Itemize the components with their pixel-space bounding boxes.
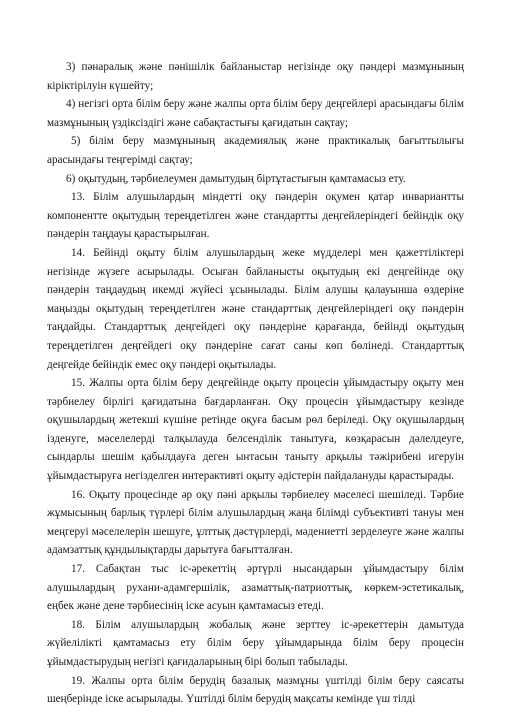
paragraph-16: 16. Оқыту процесінде әр оқу пәні арқылы тәрбиелеу мәселесі шешіледі. Тәрбие жұмысының барлық түрлері білім алушылардың жаңа білімді субъективті тануы мен меңгеруі мәселелерін шешуге, ұлттық дәстүрлерді, мәдениетті зерделеуге және жалпы адамзаттық құндылықтарды дарытуға бағытталған. <box>47 488 464 557</box>
paragraph-14: 14. Бейінді оқыту білім алушылардың жеке мүдделері мен қажеттіліктері негізінде жүзеге асырылады. Осыған байланысты оқытудың екі деңгейінде оқу пәндерін таңдаудың икемді жүйесі ұсынылады. Білім алушы қалауынша өздеріне маңызды оқытудың тереңдетілген және стандарттық деңгейлеріндегі оқу пәндерін таңдайды. Стандарттық деңгейдегі оқу пәндеріне қарағанда, бейінді оқытудың тереңдетілген деңгейдегі оқу пәндеріне сағат саны көп бөлінеді. Стандарттық деңгейде бейіндік емес оқу пәндері оқытылады. <box>47 246 464 371</box>
paragraph-17: 17. Сабақтан тыс іс-әрекеттің әртүрлі нысандарын ұйымдастыру білім алушылардың рухани-адамгершілік, азаматтық-патриоттық, көркем-эстетикалық, еңбек және дене тәрбиесінің іске асуын қамтамасыз етеді. <box>47 563 464 613</box>
paragraph-13: 13. Білім алушылардың міндетті оқу пәндерін оқумен қатар инвариантты компонентте оқытудың тереңдетілген және стандартты деңгейлеріндегі бейіндік оқу пәндерін таңдауы қарастырылған. <box>47 191 464 241</box>
paragraph-19: 19. Жалпы орта білім берудің базалық мазмұны үштілді білім беру саясаты шеңберінде іске асырылады. Үштілді білім берудің мақсаты кемінде үш тілді <box>47 674 464 706</box>
paragraph-18: 18. Білім алушылардың жобалық және зерттеу іс-әрекеттерін дамытуда жүйелілікті қамтамасыз ету білім беру ұйымдарында білім беру процесін ұйымдастырудың негізгі қағидаларының бірі болып табылады. <box>47 618 464 668</box>
paragraph-15: 15. Жалпы орта білім беру деңгейінде оқыту процесін ұйымдастыру оқыту мен тәрбиелеу бірлігі қағидатына бағдарланған. Оқу процесін ұйымдастыру кезінде оқушылардың жетекші күшіне ретінде оқуға басым рөл беріледі. Оқу оқушылардың ізденуге, мәселелерді талқылауда белсенділік танытуға, көзқарасын дәлелдеуге, сындарлы шешім қабылдауға деген ынтасын таныту арқылы тәжірибені игеруін ұйымдастыруға негізделген интерактивті оқыту әдістерін пайдалануды қарастырады. <box>47 377 464 483</box>
paragraph-item-4: 4) негізгі орта білім беру және жалпы орта білім беру деңгейлері арасындағы білім мазмұнының үздіксіздігі және сабақтастығы қағидатын сақтау; <box>47 98 464 129</box>
paragraph-item-5: 5) білім беру мазмұнының академиялық және практикалық бағыттылығы арасындағы теңгерімді сақтау; <box>47 135 464 166</box>
paragraph-item-6: 6) оқытудың, тәрбиелеумен дамытудың біртұтастығын қамтамасыз ету. <box>66 172 406 185</box>
paragraph-item-3: 3) пәнаралық және пәнішілік байланыстар негізінде оқу пәндері мазмұнының кіріктірілуін күшейту; <box>47 61 464 92</box>
